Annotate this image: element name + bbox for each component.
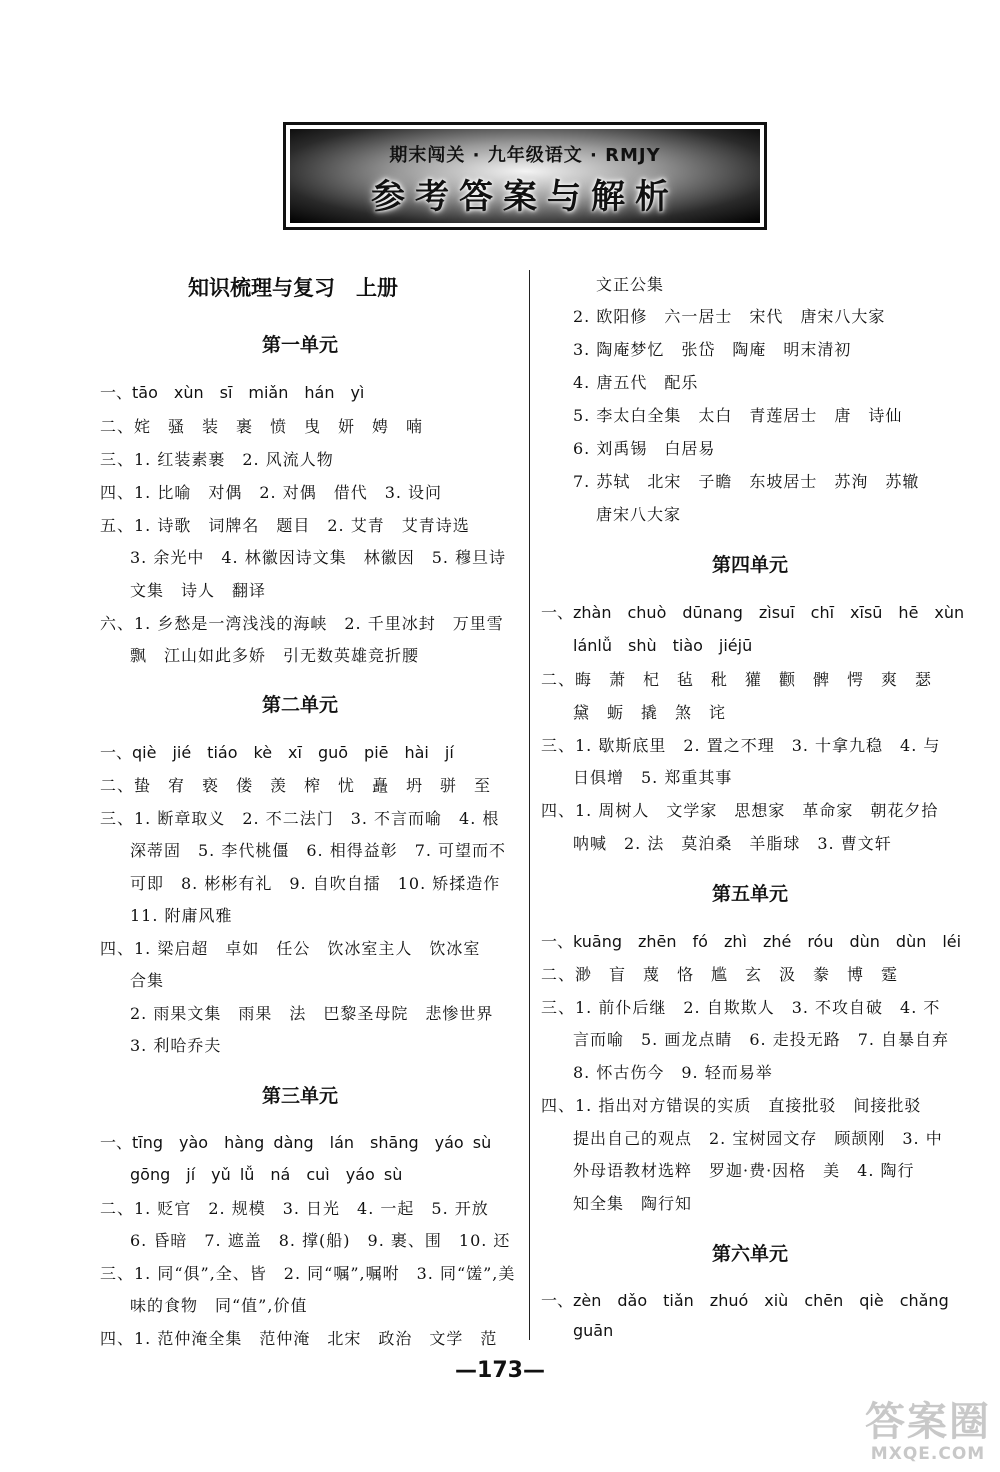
unit5-title: 第五单元 <box>712 883 789 905</box>
unit4-line: 黛 蛎 撬 煞 诧 <box>573 703 727 722</box>
unit6-title: 第六单元 <box>712 1243 789 1265</box>
unit1-line: 三、1. 红装素裹 2. 风流人物 <box>100 450 334 469</box>
unit4-line: 日俱增 5. 郑重其事 <box>573 768 733 787</box>
unit4-line: 一、zhàn chuò dūnang zìsuī chī xīsū hē xùn <box>541 603 965 622</box>
unit2-line: 合集 <box>130 971 165 990</box>
unit1-line: 二、姹 骚 装 裹 愤 曳 妍 娉 喃 <box>100 417 424 436</box>
unit1-title: 第一单元 <box>262 334 339 356</box>
unit2-line: 11. 附庸风雅 <box>130 906 233 925</box>
unit1-line: 3. 余光中 4. 林徽因诗文集 林徽因 5. 穆旦诗 <box>130 548 507 567</box>
unit3-line: 二、1. 贬官 2. 规模 3. 日光 4. 一起 5. 开放 <box>100 1199 489 1218</box>
cont-line: 5. 李太白全集 太白 青莲居士 唐 诗仙 <box>573 406 903 425</box>
column-divider <box>529 270 530 1340</box>
unit5-line: 二、渺 盲 蔑 恪 尴 玄 汲 豢 博 霆 <box>541 965 899 984</box>
cont-line: 6. 刘禹锡 白居易 <box>573 439 716 458</box>
unit5-line: 外母语教材选粹 罗迦·费·因格 美 4. 陶行 <box>573 1161 915 1180</box>
banner-title: 参考答案与解析 <box>371 177 679 217</box>
unit2-line: 3. 利哈乔夫 <box>130 1036 222 1055</box>
unit1-line: 飘 江山如此多娇 引无数英雄竞折腰 <box>130 646 420 665</box>
unit4-line: 二、晦 萧 杞 毡 秕 獾 颧 髀 愕 爽 瑟 <box>541 670 933 689</box>
unit2-line: 深蒂固 5. 李代桃僵 6. 相得益彰 7. 可望而不 <box>130 841 507 860</box>
unit3-line: 四、1. 范仲淹全集 范仲淹 北宋 政治 文学 范 <box>100 1329 498 1348</box>
unit2-line: 2. 雨果文集 雨果 法 巴黎圣母院 悲惨世界 <box>130 1004 494 1023</box>
unit4-line: 四、1. 周树人 文学家 思想家 革命家 朝花夕拾 <box>541 801 939 820</box>
unit3-title: 第三单元 <box>262 1085 339 1107</box>
unit2-line: 二、蛰 宥 亵 偻 羡 榨 忧 矗 坍 骈 至 <box>100 776 492 795</box>
unit1-line: 一、tāo xùn sī miǎn hán yì <box>100 383 365 402</box>
unit5-line: 四、1. 指出对方错误的实质 直接批驳 间接批驳 <box>541 1096 922 1115</box>
cont-line: 文正公集 <box>596 275 665 294</box>
unit4-line: lánlǚ shù tiào jiéjū <box>573 636 753 655</box>
unit2-title: 第二单元 <box>262 694 339 716</box>
page-number: —173— <box>455 1358 545 1383</box>
watermark-url: MXQE.COM <box>870 1444 986 1464</box>
unit1-line: 五、1. 诗歌 词牌名 题目 2. 艾青 艾青诗选 <box>100 516 470 535</box>
unit2-line: 一、qiè jié tiáo kè xī guō piē hài jí <box>100 743 454 762</box>
unit3-line: 三、1. 同“俱”,全、皆 2. 同“嘱”,嘱咐 3. 同“馐”,美 <box>100 1264 516 1283</box>
cont-line: 4. 唐五代 配乐 <box>573 373 699 392</box>
unit4-line: 三、1. 歇斯底里 2. 置之不理 3. 十拿九稳 4. 与 <box>541 736 941 755</box>
unit2-line: 可即 8. 彬彬有礼 9. 自吹自擂 10. 矫揉造作 <box>130 874 501 893</box>
title-banner <box>283 122 767 230</box>
title-banner-inner <box>290 129 760 223</box>
unit5-line: 言而喻 5. 画龙点睛 6. 走投无路 7. 自暴自弃 <box>573 1030 950 1049</box>
unit3-line: 味的食物 同“值”,价值 <box>130 1296 308 1315</box>
unit3-line: 一、tīng yào hàng dàng lán shāng yáo sù <box>100 1133 492 1152</box>
unit5-line: 知全集 陶行知 <box>573 1194 693 1213</box>
unit5-line: 三、1. 前仆后继 2. 自欺欺人 3. 不攻自破 4. 不 <box>541 998 941 1017</box>
cont-line: 3. 陶庵梦忆 张岱 陶庵 明末清初 <box>573 340 852 359</box>
unit6-line: 一、zèn dǎo tiǎn zhuó xiù chēn qiè chǎng <box>541 1291 949 1310</box>
unit1-line: 四、1. 比喻 对偶 2. 对偶 借代 3. 设问 <box>100 483 443 502</box>
unit3-line: gōng jí yǔ lǚ ná cuì yáo sù <box>130 1165 403 1184</box>
unit2-line: 三、1. 断章取义 2. 不二法门 3. 不言而喻 4. 根 <box>100 809 500 828</box>
unit5-line: 8. 怀古伤今 9. 轻而易举 <box>573 1063 773 1082</box>
unit3-line: 6. 昏暗 7. 遮盖 8. 撑(船) 9. 裹、围 10. 还 <box>130 1231 511 1250</box>
unit4-title: 第四单元 <box>712 554 789 576</box>
unit5-line: 提出自己的观点 2. 宝树园文存 顾颉刚 3. 中 <box>573 1129 943 1148</box>
unit4-line: 呐喊 2. 法 莫泊桑 羊脂球 3. 曹文轩 <box>573 834 892 853</box>
cont-line: 2. 欧阳修 六一居士 宋代 唐宋八大家 <box>573 307 886 326</box>
unit1-line: 六、1. 乡愁是一湾浅浅的海峡 2. 千里冰封 万里雪 <box>100 614 504 633</box>
watermark-text: 答案圈 <box>865 1399 991 1445</box>
unit5-line: 一、kuāng zhēn fó zhì zhé róu dùn dùn léi <box>541 932 962 951</box>
unit2-line: 四、1. 梁启超 卓如 任公 饮冰室主人 饮冰室 <box>100 939 481 958</box>
cont-line: 7. 苏轼 北宋 子瞻 东坡居士 苏洵 苏辙 <box>573 472 920 491</box>
cont-line: 唐宋八大家 <box>596 505 682 524</box>
section-title: 知识梳理与复习 上册 <box>188 276 398 300</box>
banner-subtitle: 期末闯关 · 九年级语文 · RMJY <box>389 145 661 166</box>
watermark-logo <box>858 1400 998 1470</box>
unit6-line: guān <box>573 1321 614 1340</box>
unit1-line: 文集 诗人 翻译 <box>130 581 267 600</box>
